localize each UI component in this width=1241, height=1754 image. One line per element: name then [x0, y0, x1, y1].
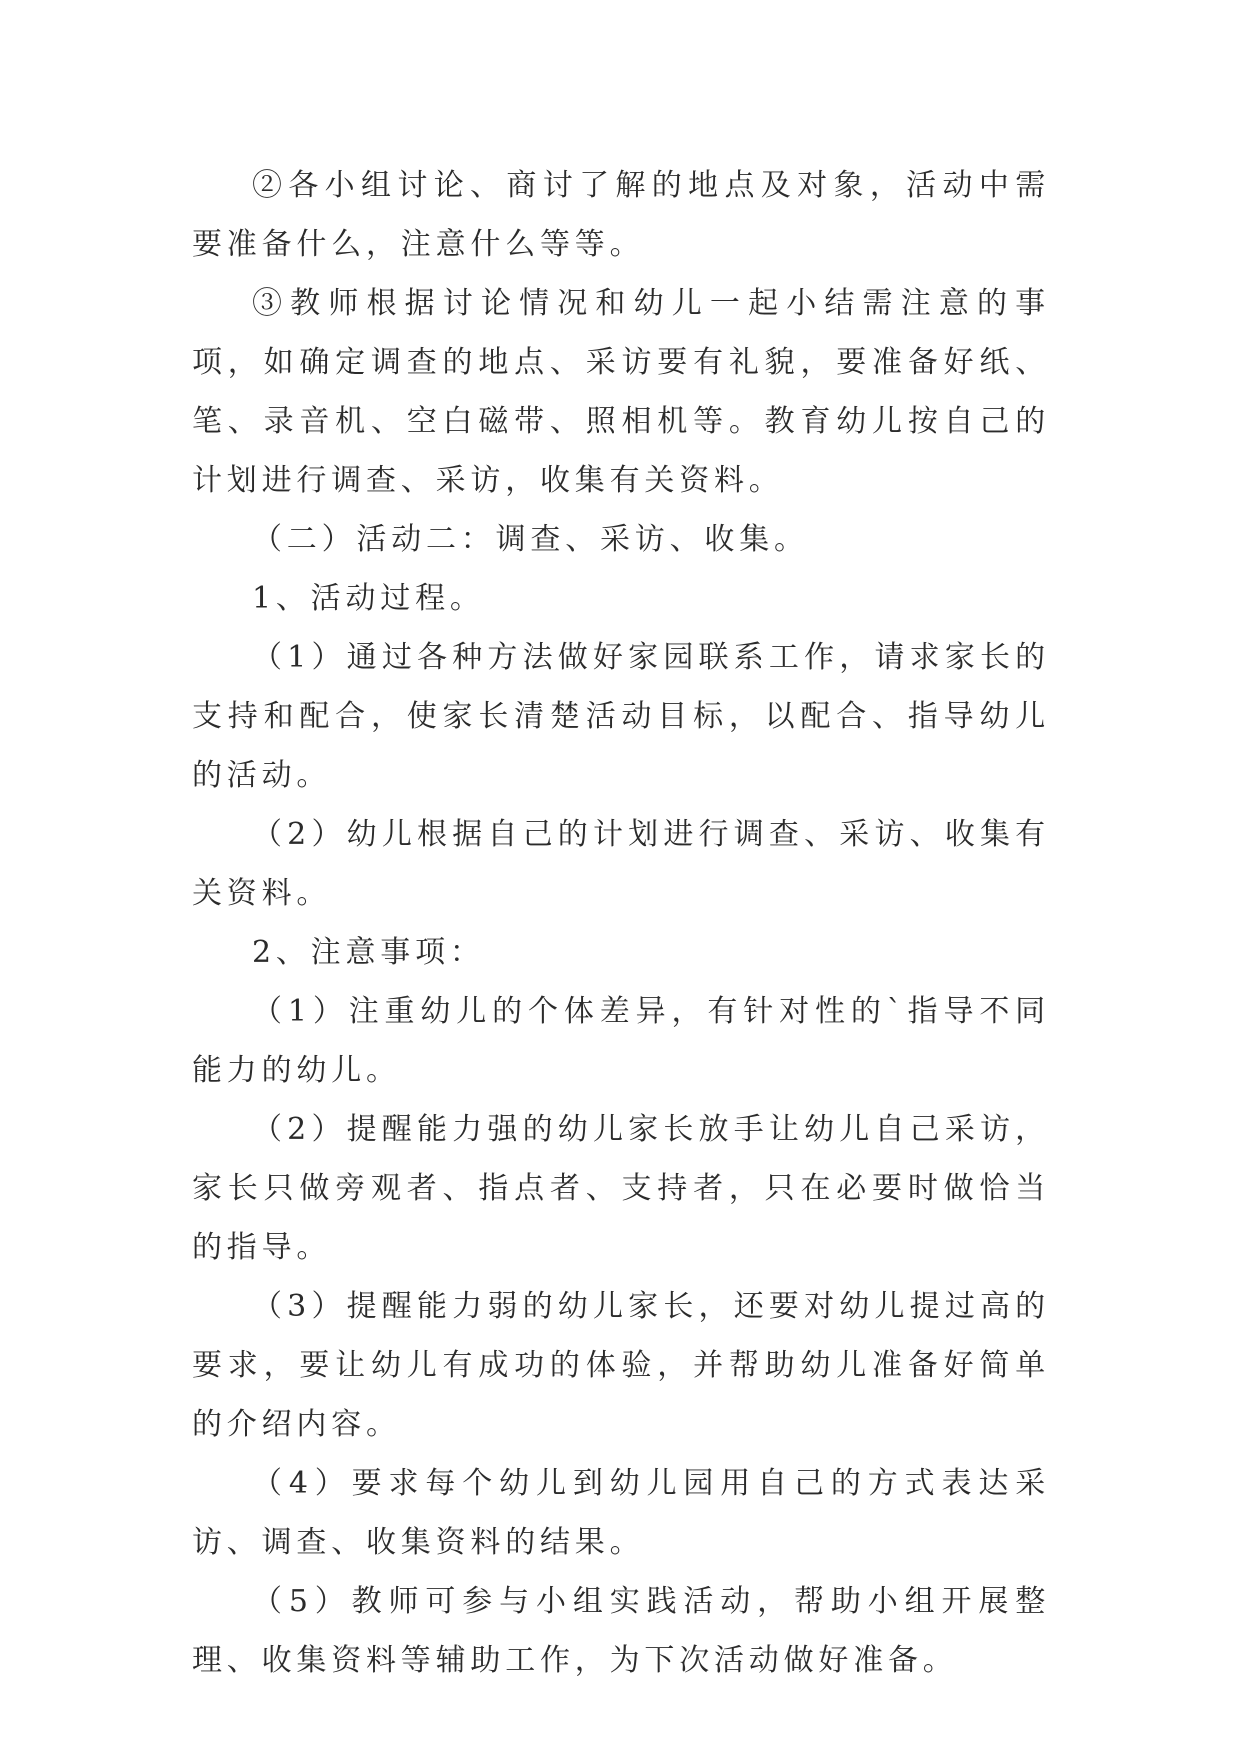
paragraph-teacher-summary-item-3: ③教师根据讨论情况和幼儿一起小结需注意的事项，如确定调查的地点、采访要有礼貌，要准备好纸、笔、录音机、空白磁带、照相机等。教育幼儿按自己的计划进行调查、采访，收集有关资料。	[192, 286, 1050, 498]
subheading-notes: 2、注意事项：	[252, 935, 485, 970]
subheading-activity-process: 1、活动过程。	[252, 581, 485, 616]
document-body	[192, 156, 1050, 1690]
paragraph-notes-item-5: （5）教师可参与小组实践活动，帮助小组开展整理、收集资料等辅助工作，为下次活动做好准备。	[192, 1584, 1050, 1678]
paragraph-discussion-item-2: ②各小组讨论、商讨了解的地点及对象，活动中需要准备什么，注意什么等等。	[192, 168, 1050, 262]
paragraph-notes-item-2: （2）提醒能力强的幼儿家长放手让幼儿自己采访，家长只做旁观者、指点者、支持者，只在必要时做恰当的指导。	[192, 1112, 1050, 1265]
paragraph-notes-item-1: （1）注重幼儿的个体差异，有针对性的`指导不同能力的幼儿。	[192, 994, 1050, 1088]
paragraph-notes-item-4: （4）要求每个幼儿到幼儿园用自己的方式表达采访、调查、收集资料的结果。	[192, 1466, 1050, 1560]
paragraph-notes-item-3: （3）提醒能力弱的幼儿家长，还要对幼儿提过高的要求，要让幼儿有成功的体验，并帮助幼儿准备好简单的介绍内容。	[192, 1289, 1050, 1442]
paragraph-process-item-2: （2）幼儿根据自己的计划进行调查、采访、收集有关资料。	[192, 817, 1050, 911]
section-heading-activity-two: （二）活动二：调查、采访、收集。	[252, 522, 809, 557]
paragraph-process-item-1: （1）通过各种方法做好家园联系工作，请求家长的支持和配合，使家长清楚活动目标，以配合、指导幼儿的活动。	[192, 640, 1050, 793]
